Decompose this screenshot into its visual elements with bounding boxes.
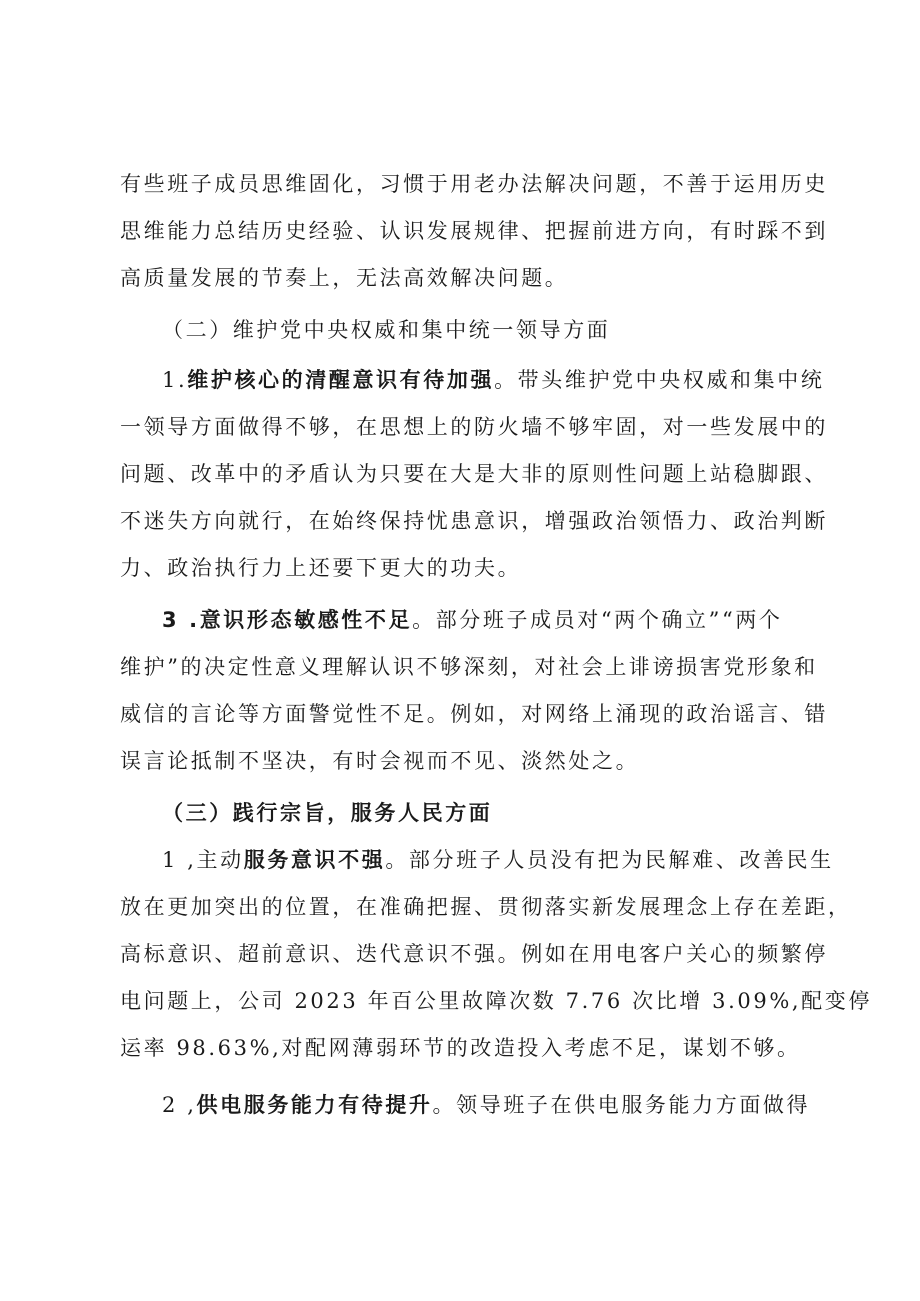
item-title: 3 .意识形态敏感性不足 [162,608,413,632]
section-heading-2: （二）维护党中央权威和集中统一领导方面 [162,318,611,342]
item-title: 供电服务能力有待提升 [196,1093,433,1117]
paragraph-line: 力、政治执行力上还要下更大的功夫。 [120,556,522,580]
paragraph-line: 有些班子成员思维固化，习惯于用老办法解决问题，不善于运用历史 [120,172,828,196]
item-heading-line [162,598,810,642]
paragraph-line: 思维能力总结历史经验、认识发展规律、把握前进方向，有时踩不到 [120,219,828,243]
item-heading-line [162,358,825,402]
item-text: 。部分班子成员对“两个确立”“两个 [412,608,783,632]
paragraph-line: 高质量发展的节奏上，无法高效解决问题。 [120,266,569,290]
paragraph-line: 误言论抵制不坚决，有时会视而不见、淡然处之。 [120,749,640,773]
item-title: 服务意识不强 [243,848,386,872]
item-title: 维护核心的清醒意识有待加强 [187,368,495,392]
section-heading-3 [162,791,852,835]
paragraph-line: 维护”的决定性意义理解认识不够深刻，对社会上诽谤损害党形象和 [120,655,818,679]
item-text: 。部分班子人员没有把为民解难、改善民生 [385,848,834,872]
paragraph-line: 不迷失方向就行，在始终保持忧患意识，增强政治领悟力、政治判断 [120,509,828,533]
paragraph-line: 威信的言论等方面警觉性不足。例如，对网络上涌现的政治谣言、错 [120,702,828,726]
paragraph-line: 高标意识、超前意识、迭代意识不强。例如在用电客户关心的频繁停 [120,942,828,966]
item-text: 。领导班子在供电服务能力方面做得 [432,1093,811,1117]
item-number: 1 ,主动 [162,848,244,872]
item-heading-line [162,1083,810,1127]
paragraph-line: 运率 98.63%,对配网薄弱环节的改造投入考虑不足，谋划不够。 [120,1036,801,1060]
section-heading-text: （三）践行宗旨，服务人民方面 [162,801,493,825]
item-number: 1. [162,368,188,392]
paragraph-line: 电问题上，公司 2023 年百公里故障次数 7.76 次比增 3.09%,配变停 [120,989,872,1013]
item-heading-line [162,838,834,882]
paragraph-line: 一领导方面做得不够，在思想上的防火墙不够牢固，对一些发展中的 [120,415,828,439]
paragraph-line: 放在更加突出的位置，在准确把握、贯彻落实新发展理念上存在差距， [120,895,852,919]
item-text: 。带头维护党中央权威和集中统 [494,368,825,392]
paragraph-line: 问题、改革中的矛盾认为只要在大是大非的原则性问题上站稳脚跟、 [120,462,828,486]
item-number: 2 , [162,1093,197,1117]
